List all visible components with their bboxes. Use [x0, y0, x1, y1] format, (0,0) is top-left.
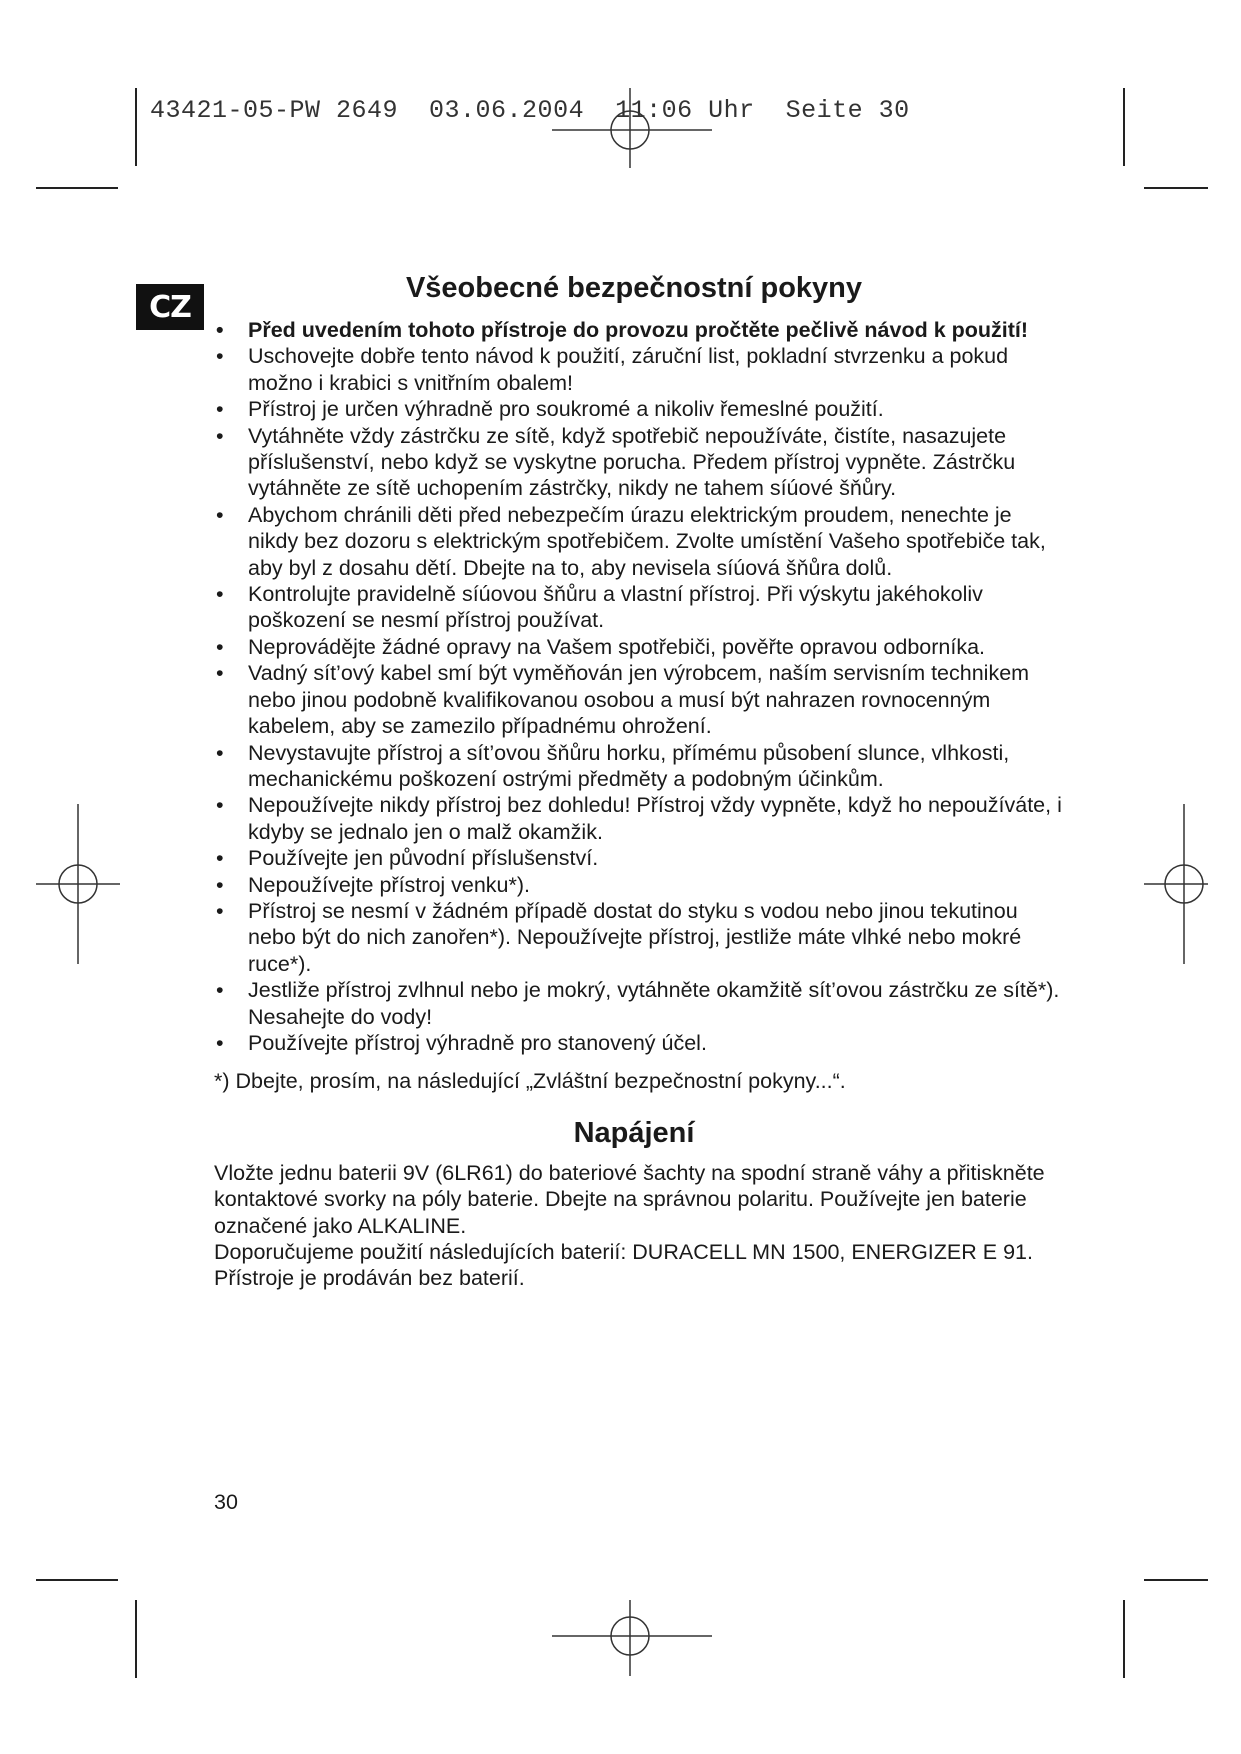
list-item: • Nevystavujte přístroj a sít’ovou šňůru horku, přímému působení slunce, vlhkosti, mechanickému poškození ostrými předměty a podobným účinkům. [214, 740, 1064, 793]
list-item: • Jestliže přístroj zvlhnul nebo je mokrý, vytáhněte okamžitě sít’ovou zástrčku ze sítě*). Nesahejte do vody! [214, 977, 1064, 1030]
language-tab: CZ [136, 284, 204, 330]
list-item: • Nepoužívejte přístroj venku*). [214, 872, 1064, 898]
safety-list [214, 317, 1064, 1056]
list-item: • Vytáhněte vždy zástrčku ze sítě, když spotřebič nepoužíváte, čistíte, nasazujete příslušenství, nebo když se vyskytne porucha. Předem přístroj vypněte. Zástrčku vytáhněte ze sítě uchopením zástrčky, nikdy ne tahem síúové šňůry. [214, 423, 1064, 502]
registration-mark-left [36, 804, 120, 964]
list-item: • Uschovejte dobře tento návod k použití, záruční list, pokladní stvrzenku a pokud možno i krabici s vnitřním obalem! [214, 343, 1064, 396]
list-item: • Abychom chránili děti před nebezpečím úrazu elektrickým proudem, nenechte je nikdy bez dozoru s elektrickým spotřebičem. Zvolte umístění Vašeho spotřebiče tak, aby byl z dosahu dětí. Dbejte na to, aby nevisela síúová šňůra dolů. [214, 502, 1064, 581]
list-item: • Nepoužívejte nikdy přístroj bez dohledu! Přístroj vždy vypněte, když ho nepoužíváte, i kdyby se jednalo jen o malž okamžik. [214, 792, 1064, 845]
list-item: • Neprovádějte žádné opravy na Vašem spotřebiči, pověřte opravou odborníka. [214, 634, 1064, 660]
section-title-safety: Všeobecné bezpečnostní pokyny [405, 272, 863, 304]
list-item: • Před uvedením tohoto přístroje do provozu pročtěte pečlivě návod k použití! [214, 317, 1064, 343]
power-paragraph-2: Doporučujeme použití následujících baterií: DURACELL MN 1500, ENERGIZER E 91. Přístroje je prodáván bez baterií. [214, 1240, 1033, 1291]
list-item: • Kontrolujte pravidelně síúovou šňůru a vlastní přístroj. Při výskytu jakéhokoliv poškození se nesmí přístroj používat. [214, 581, 1064, 634]
list-item: • Vadný sít’ový kabel smí být vyměňován jen výrobcem, naším servisním technikem nebo jinou podobně kvalifikovanou osobou a musí být nahrazen rovnocenným kabelem, aby se zamezilo případnému ohrožení. [214, 660, 1064, 739]
power-paragraph-1: Vložte jednu baterii 9V (6LR61) do bateriové šachty na spodní straně váhy a přitiskněte kontaktové svorky na póly baterie. Dbejte na správnou polaritu. Používejte jen baterie označené jako ALKALINE. [214, 1160, 1045, 1238]
print-header: 43421-05-PW 2649 03.06.2004 11:06 Uhr Seite 30 [150, 96, 910, 125]
section-title-power: Napájení [573, 1116, 695, 1149]
list-item: • Používejte jen původní příslušenství. [214, 845, 1064, 871]
main-content [214, 272, 1064, 1292]
registration-mark-bottom [552, 1600, 712, 1676]
registration-mark-right [1144, 804, 1208, 964]
list-item: • Přístroj se nesmí v žádném případě dostat do styku s vodou nebo jinou tekutinou nebo být do nich zanořen*). Nepoužívejte přístroj, jestliže máte vlhké nebo mokré ruce*). [214, 898, 1064, 977]
page-number: 30 [214, 1490, 238, 1514]
list-item: • Používejte přístroj výhradně pro stanovený účel. [214, 1030, 1064, 1056]
list-item: • Přístroj je určen výhradně pro soukromé a nikoliv řemeslné použití. [214, 396, 1064, 422]
footnote: *) Dbejte, prosím, na následující „Zvláštní bezpečnostní pokyny...“. [214, 1069, 846, 1094]
